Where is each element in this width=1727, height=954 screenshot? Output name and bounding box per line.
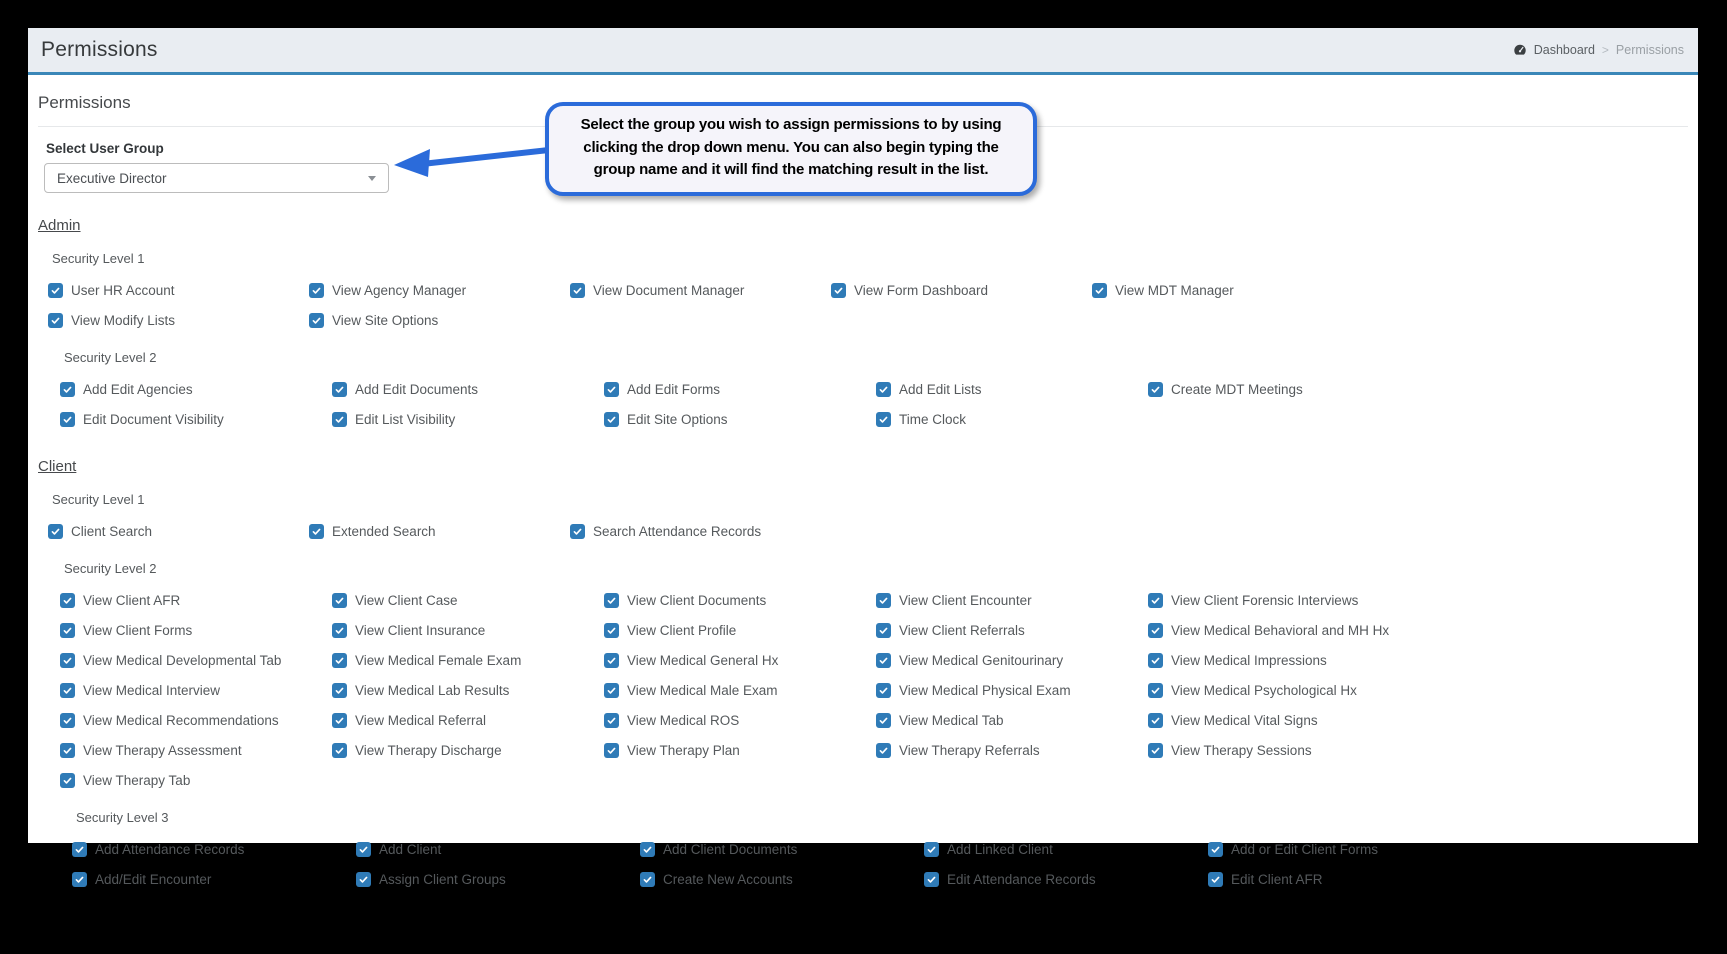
permission-item[interactable] — [604, 412, 876, 427]
checkbox-checked-icon[interactable] — [1148, 653, 1163, 668]
checkbox-checked-icon[interactable] — [332, 743, 347, 758]
section-heading-client[interactable]: Client — [38, 458, 77, 475]
checkbox-checked-icon[interactable] — [332, 412, 347, 427]
permission-item[interactable] — [332, 382, 604, 397]
permission-item[interactable] — [604, 743, 876, 758]
permission-item[interactable] — [332, 412, 604, 427]
checkbox-checked-icon[interactable] — [570, 283, 585, 298]
permission-item[interactable] — [60, 743, 332, 758]
checkbox-checked-icon[interactable] — [1148, 623, 1163, 638]
security-level-label: Security Level 2 — [64, 350, 157, 365]
permission-label: Edit Attendance Records — [947, 871, 1096, 887]
checkbox-checked-icon[interactable] — [876, 713, 891, 728]
breadcrumb-separator: > — [1601, 43, 1609, 57]
checkbox-checked-icon[interactable] — [356, 872, 371, 887]
security-level-group — [60, 350, 1688, 434]
permission-label: Add Attendance Records — [95, 841, 245, 857]
permission-label: Edit Client AFR — [1231, 871, 1323, 887]
checkbox-checked-icon[interactable] — [876, 743, 891, 758]
permission-label: Add Client Documents — [663, 841, 798, 857]
permission-label: Add Linked Client — [947, 841, 1053, 857]
checkbox-checked-icon[interactable] — [356, 842, 371, 857]
permission-label: View Medical Developmental Tab — [83, 652, 282, 668]
permission-item[interactable] — [876, 412, 1148, 427]
checkbox-checked-icon[interactable] — [570, 524, 585, 539]
permission-label: Extended Search — [332, 523, 436, 539]
permission-label: View Client Forensic Interviews — [1171, 592, 1359, 608]
checkbox-checked-icon[interactable] — [332, 593, 347, 608]
permission-item[interactable] — [60, 593, 332, 608]
checkbox-checked-icon[interactable] — [640, 842, 655, 857]
security-level-group — [72, 810, 1688, 894]
permission-label: View Therapy Tab — [83, 772, 191, 788]
content-area — [28, 75, 1698, 894]
permission-item[interactable] — [1148, 713, 1420, 728]
checkbox-checked-icon[interactable] — [604, 412, 619, 427]
permission-label: Edit Site Options — [627, 411, 728, 427]
permissions-grid — [72, 834, 1688, 894]
permission-item[interactable] — [332, 653, 604, 668]
checkbox-checked-icon[interactable] — [876, 623, 891, 638]
checkbox-checked-icon[interactable] — [309, 283, 324, 298]
checkbox-checked-icon[interactable] — [876, 683, 891, 698]
security-level-label: Security Level 3 — [76, 810, 169, 825]
permission-label: View Medical ROS — [627, 712, 740, 728]
permission-item[interactable] — [332, 593, 604, 608]
permission-item[interactable] — [60, 773, 332, 788]
section-admin — [38, 193, 1688, 434]
checkbox-checked-icon[interactable] — [604, 653, 619, 668]
checkbox-checked-icon[interactable] — [604, 382, 619, 397]
permission-item[interactable] — [60, 713, 332, 728]
permission-item[interactable] — [72, 872, 356, 887]
checkbox-checked-icon[interactable] — [604, 593, 619, 608]
permission-item[interactable] — [924, 842, 1208, 857]
checkbox-checked-icon[interactable] — [72, 842, 87, 857]
checkbox-checked-icon[interactable] — [604, 713, 619, 728]
permission-label: View Medical Recommendations — [83, 712, 279, 728]
page-title: Permissions — [41, 38, 158, 61]
checkbox-checked-icon[interactable] — [1148, 713, 1163, 728]
section-client — [38, 434, 1688, 894]
permission-item[interactable] — [48, 283, 309, 298]
permission-label: Add Client — [379, 841, 442, 857]
title-bar — [28, 28, 1698, 75]
permission-item[interactable] — [640, 842, 924, 857]
permission-label: View Medical Genitourinary — [899, 652, 1064, 668]
checkbox-checked-icon[interactable] — [876, 653, 891, 668]
security-level-group — [48, 251, 1688, 335]
permission-label: Search Attendance Records — [593, 523, 762, 539]
permission-item[interactable] — [356, 872, 640, 887]
checkbox-checked-icon[interactable] — [831, 283, 846, 298]
permission-label: User HR Account — [71, 282, 175, 298]
security-level-group — [60, 561, 1688, 795]
permission-item[interactable] — [356, 842, 640, 857]
permission-item[interactable] — [332, 623, 604, 638]
permission-label: View Client AFR — [83, 592, 181, 608]
checkbox-checked-icon[interactable] — [48, 524, 63, 539]
permission-label: View Medical Tab — [899, 712, 1004, 728]
checkbox-checked-icon[interactable] — [876, 412, 891, 427]
permission-label: View Client Case — [355, 592, 458, 608]
permission-label: Edit List Visibility — [355, 411, 456, 427]
security-level-group — [48, 492, 1688, 546]
permission-label: View Medical Female Exam — [355, 652, 522, 668]
permission-item[interactable] — [1148, 743, 1420, 758]
checkbox-checked-icon[interactable] — [309, 313, 324, 328]
permission-label: Add Edit Lists — [899, 381, 982, 397]
security-level-label: Security Level 2 — [64, 561, 157, 576]
permission-label: View Client Profile — [627, 622, 737, 638]
permission-item[interactable] — [876, 713, 1148, 728]
security-level-label: Security Level 1 — [52, 251, 145, 266]
permission-item[interactable] — [876, 653, 1148, 668]
checkbox-checked-icon[interactable] — [60, 713, 75, 728]
permission-label: View Client Referrals — [899, 622, 1025, 638]
checkbox-checked-icon[interactable] — [332, 653, 347, 668]
checkbox-checked-icon[interactable] — [604, 743, 619, 758]
permission-label: View Client Insurance — [355, 622, 486, 638]
permission-label: Add Edit Forms — [627, 381, 721, 397]
permission-item[interactable] — [570, 524, 831, 539]
permission-item[interactable] — [604, 593, 876, 608]
permission-item[interactable] — [604, 623, 876, 638]
permission-label: View Medical Interview — [83, 682, 221, 698]
checkbox-checked-icon[interactable] — [924, 872, 939, 887]
checkbox-checked-icon[interactable] — [604, 683, 619, 698]
callout-tooltip: Select the group you wish to assign permissions to by using clicking the drop down menu. You can also begin typing the group name and it will find the matching result in the list. — [545, 102, 1037, 196]
checkbox-checked-icon[interactable] — [60, 773, 75, 788]
checkbox-checked-icon[interactable] — [60, 623, 75, 638]
permission-item[interactable] — [309, 283, 570, 298]
checkbox-checked-icon[interactable] — [1208, 872, 1223, 887]
permission-item[interactable] — [831, 283, 1092, 298]
security-level-label: Security Level 1 — [52, 492, 145, 507]
permission-label: View Medical General Hx — [627, 652, 779, 668]
permission-item[interactable] — [1148, 683, 1420, 698]
permission-label: View Document Manager — [593, 282, 745, 298]
permission-label: View Client Encounter — [899, 592, 1032, 608]
app-window — [28, 28, 1698, 887]
permission-item[interactable] — [48, 313, 309, 328]
checkbox-checked-icon[interactable] — [876, 593, 891, 608]
permission-item[interactable] — [570, 283, 831, 298]
permission-item[interactable] — [332, 743, 604, 758]
permission-label: View Medical Behavioral and MH Hx — [1171, 622, 1390, 638]
checkbox-checked-icon[interactable] — [60, 412, 75, 427]
checkbox-checked-icon[interactable] — [1148, 743, 1163, 758]
checkbox-checked-icon[interactable] — [72, 872, 87, 887]
select-user-group-label: Select User Group — [46, 141, 164, 156]
breadcrumb-current-page: Permissions — [1615, 43, 1684, 57]
checkbox-checked-icon[interactable] — [48, 283, 63, 298]
permission-item[interactable] — [72, 842, 356, 857]
checkbox-checked-icon[interactable] — [876, 382, 891, 397]
permissions-grid — [60, 585, 1688, 795]
breadcrumb — [1513, 43, 1684, 57]
permission-item[interactable] — [1208, 842, 1492, 857]
permission-item[interactable] — [1148, 593, 1420, 608]
user-group-select[interactable] — [44, 163, 389, 193]
permission-label: View MDT Manager — [1115, 282, 1234, 298]
permission-label: View Modify Lists — [71, 312, 176, 328]
checkbox-checked-icon[interactable] — [924, 842, 939, 857]
permissions-grid — [60, 374, 1688, 434]
permission-label: Create New Accounts — [663, 871, 793, 887]
permission-item[interactable] — [604, 713, 876, 728]
permission-label: View Medical Lab Results — [355, 682, 510, 698]
permission-label: View Medical Impressions — [1171, 652, 1327, 668]
section-heading-admin[interactable]: Admin — [38, 217, 81, 234]
permission-label: Add Edit Documents — [355, 381, 479, 397]
checkbox-checked-icon[interactable] — [60, 683, 75, 698]
permission-item[interactable] — [876, 743, 1148, 758]
permission-item[interactable] — [1148, 382, 1420, 397]
permission-label: Create MDT Meetings — [1171, 381, 1303, 397]
permission-item[interactable] — [60, 382, 332, 397]
checkbox-checked-icon[interactable] — [332, 713, 347, 728]
permission-item[interactable] — [1208, 872, 1492, 887]
permission-label: View Site Options — [332, 312, 439, 328]
checkbox-checked-icon[interactable] — [332, 382, 347, 397]
user-group-selected-value: Executive Director — [57, 170, 167, 186]
permission-item[interactable] — [60, 623, 332, 638]
checkbox-checked-icon[interactable] — [1148, 593, 1163, 608]
permission-item[interactable] — [60, 683, 332, 698]
permission-label: View Form Dashboard — [854, 282, 989, 298]
permission-label: Add/Edit Encounter — [95, 871, 212, 887]
permission-item[interactable] — [876, 382, 1148, 397]
permission-label: View Therapy Referrals — [899, 742, 1040, 758]
permission-label: View Client Forms — [83, 622, 193, 638]
permission-label: View Medical Vital Signs — [1171, 712, 1318, 728]
permission-item[interactable] — [876, 683, 1148, 698]
permission-label: View Medical Male Exam — [627, 682, 778, 698]
permission-sections — [38, 193, 1688, 894]
permission-label: View Client Documents — [627, 592, 767, 608]
checkbox-checked-icon[interactable] — [640, 872, 655, 887]
permission-label: Edit Document Visibility — [83, 411, 224, 427]
permission-label: Assign Client Groups — [379, 871, 506, 887]
permission-item[interactable] — [604, 653, 876, 668]
section-title-permissions: Permissions — [38, 89, 1688, 127]
permission-item[interactable] — [924, 872, 1208, 887]
checkbox-checked-icon[interactable] — [60, 593, 75, 608]
permission-item[interactable] — [60, 412, 332, 427]
permission-label: Add or Edit Client Forms — [1231, 841, 1379, 857]
permission-item[interactable] — [332, 683, 604, 698]
checkbox-checked-icon[interactable] — [1208, 842, 1223, 857]
dashboard-gauge-icon — [1513, 43, 1527, 57]
permission-label: View Therapy Sessions — [1171, 742, 1312, 758]
permissions-grid — [48, 275, 1688, 335]
permissions-grid — [48, 516, 1688, 546]
permission-label: Time Clock — [899, 411, 967, 427]
checkbox-checked-icon[interactable] — [60, 653, 75, 668]
permission-item[interactable] — [332, 713, 604, 728]
permission-item[interactable] — [876, 593, 1148, 608]
permission-item[interactable] — [309, 313, 570, 328]
permission-label: Add Edit Agencies — [83, 381, 193, 397]
checkbox-checked-icon[interactable] — [1092, 283, 1107, 298]
checkbox-checked-icon[interactable] — [1148, 382, 1163, 397]
permission-label: View Medical Psychological Hx — [1171, 682, 1357, 698]
dropdown-caret-icon — [368, 176, 376, 181]
breadcrumb-dashboard-link[interactable]: Dashboard — [1533, 43, 1595, 57]
permission-label: View Therapy Plan — [627, 742, 740, 758]
checkbox-checked-icon[interactable] — [309, 524, 324, 539]
checkbox-checked-icon[interactable] — [332, 683, 347, 698]
permission-item[interactable] — [640, 872, 924, 887]
permission-label: Client Search — [71, 523, 153, 539]
permission-label: View Medical Referral — [355, 712, 487, 728]
checkbox-checked-icon[interactable] — [604, 623, 619, 638]
permission-item[interactable] — [876, 623, 1148, 638]
permission-item[interactable] — [309, 524, 570, 539]
permission-item[interactable] — [1148, 623, 1420, 638]
checkbox-checked-icon[interactable] — [48, 313, 63, 328]
permission-item[interactable] — [1148, 653, 1420, 668]
permission-item[interactable] — [1092, 283, 1353, 298]
permission-label: View Agency Manager — [332, 282, 467, 298]
permission-item[interactable] — [48, 524, 309, 539]
checkbox-checked-icon[interactable] — [1148, 683, 1163, 698]
permission-item[interactable] — [604, 683, 876, 698]
permission-label: View Therapy Assessment — [83, 742, 242, 758]
checkbox-checked-icon[interactable] — [332, 623, 347, 638]
checkbox-checked-icon[interactable] — [60, 743, 75, 758]
checkbox-checked-icon[interactable] — [60, 382, 75, 397]
permission-label: View Therapy Discharge — [355, 742, 502, 758]
permission-item[interactable] — [60, 653, 332, 668]
permission-label: View Medical Physical Exam — [899, 682, 1071, 698]
permission-item[interactable] — [604, 382, 876, 397]
